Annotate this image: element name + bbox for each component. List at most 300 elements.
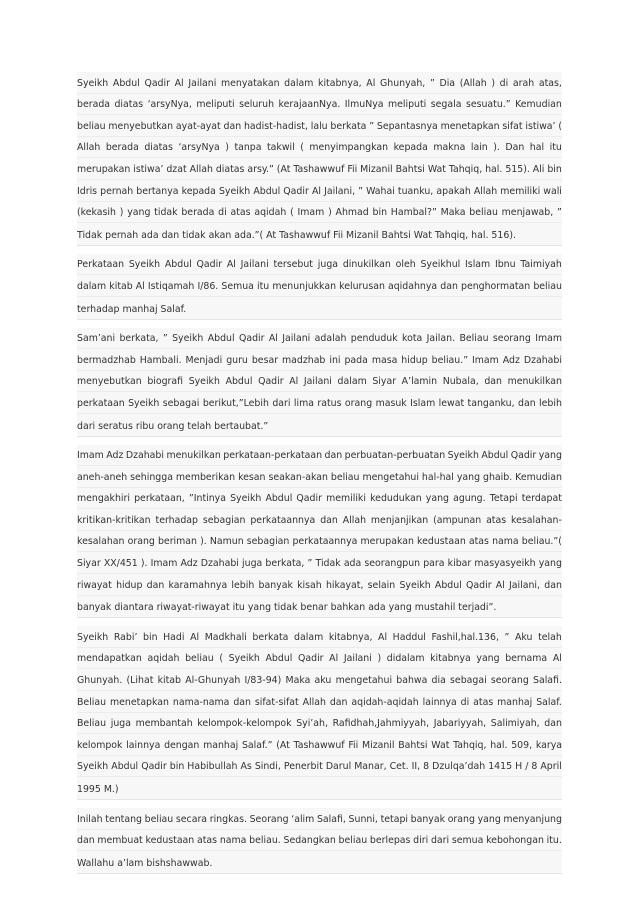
word: Tahqiq, [453, 739, 487, 751]
word: Bahtsi [395, 163, 425, 175]
word: Syeikh [188, 376, 220, 388]
word: ). [140, 558, 148, 570]
word: Al [495, 579, 505, 591]
word: beliau [144, 813, 174, 825]
word: Abdul [225, 376, 253, 388]
word: kesan [238, 471, 266, 483]
word: Abdul [481, 450, 509, 462]
word: karamahnya [168, 579, 228, 591]
word: arah [512, 77, 535, 89]
text-line [77, 94, 562, 116]
word: atas [473, 696, 494, 708]
word: Al [289, 376, 299, 388]
word: takwil [267, 142, 295, 154]
word: dan [324, 450, 343, 462]
word: menyanjung [503, 813, 562, 825]
word: Kemudian [515, 471, 562, 483]
word: Qadir [141, 761, 167, 773]
word: bertanya [136, 185, 179, 197]
word: Mizanil [362, 739, 395, 751]
word: memiliki [500, 185, 541, 197]
word: Sindi, [254, 761, 281, 773]
word: Syeikh [172, 333, 204, 345]
word: Syi’ah, [296, 718, 328, 730]
word: Allah [342, 514, 367, 526]
paragraph [77, 626, 562, 800]
word: Al [329, 653, 339, 665]
word: dan [329, 696, 348, 708]
word: kibar [447, 558, 472, 570]
text-line [77, 531, 562, 553]
word: Qadir [298, 653, 324, 665]
word: Dzulqa’dah [432, 761, 486, 773]
word: ” [162, 333, 168, 345]
word: perkataan-perkataan [223, 450, 323, 462]
word: (Allah [459, 77, 487, 89]
word: menukilkan [507, 376, 562, 388]
word: / [525, 761, 529, 773]
word: menjanjikan [370, 514, 429, 526]
word: bermadzhab [77, 354, 136, 366]
word: madzhab [282, 354, 326, 366]
word: membuat [97, 835, 143, 847]
word: itu. [546, 835, 562, 847]
word: nama [492, 536, 519, 548]
word: bin [169, 761, 185, 773]
word: masa [371, 354, 398, 366]
word: Al [174, 77, 184, 89]
word: Islam [465, 259, 491, 271]
word: Imam [535, 333, 562, 345]
text-line [77, 648, 562, 670]
word: berikut,”Lebih [202, 397, 269, 409]
word: IlmuNya [344, 99, 384, 111]
word: ghaib. [483, 471, 513, 483]
word: dan [544, 718, 562, 730]
word: Syeikh [77, 77, 109, 89]
word: bahwa [396, 675, 428, 687]
word: A’lamin [401, 376, 438, 388]
word: juga [317, 259, 339, 271]
text-line [77, 445, 562, 467]
word: Madkhali [204, 631, 247, 643]
word: Sepantasnya [376, 120, 438, 132]
word: Ghunyah. [77, 675, 123, 687]
text-line [77, 713, 562, 735]
word: Fii [347, 163, 358, 175]
word: dan [146, 579, 165, 591]
word: Salafi. [533, 675, 562, 687]
word: Abdul [207, 333, 235, 345]
word: ) [491, 77, 495, 89]
word: Adz [180, 558, 198, 570]
word: hal. [485, 163, 503, 175]
word: Imam [150, 558, 178, 570]
word: Qadir [466, 579, 492, 591]
word: juga [242, 558, 263, 570]
word: kerajaanNya. [278, 99, 341, 111]
word: atas [486, 514, 507, 526]
word: dan [544, 579, 562, 591]
word: dan [320, 514, 338, 526]
word: sebagian [246, 536, 290, 548]
text-line-content: Tidak pernah ada dan tidak akan ada.”( At Tashawwuf Fii Mizanil Bahtsi Wat Tahqiq, hal. 516). [77, 229, 516, 241]
word: berkata, [119, 333, 159, 345]
word: masuk [375, 397, 407, 409]
word: Al [378, 631, 388, 643]
word: meliputi [388, 99, 427, 111]
word: ) [119, 207, 124, 219]
word: manhaj [497, 696, 533, 708]
text-line [77, 115, 562, 137]
word: Rabi’ [113, 631, 138, 643]
word: Sunni, [348, 813, 378, 825]
word: Syeikh [128, 397, 160, 409]
word: ( [300, 142, 304, 154]
word: sebagai [162, 397, 200, 409]
word: Al [366, 77, 376, 89]
word: Syeikh [230, 493, 262, 505]
text-line [77, 851, 562, 873]
word: mengetahui [335, 675, 393, 687]
word: ‘alim [291, 813, 315, 825]
word: Siyar [77, 558, 101, 570]
word: kesalahan [77, 536, 125, 548]
text-line [77, 808, 562, 830]
word: Adz [502, 354, 520, 366]
word: berkata [330, 120, 367, 132]
word: makna [433, 142, 466, 154]
word: Jailani, [509, 579, 541, 591]
word: menetapkan [110, 696, 169, 708]
word: sifat [502, 120, 523, 132]
word: Abdul [164, 259, 192, 271]
word: lainnya [422, 696, 457, 708]
word: kedudukan [370, 493, 422, 505]
word: nama-nama [172, 696, 230, 708]
word: memberikan [175, 471, 236, 483]
word: menunjukkan [272, 280, 337, 292]
word: pernah [100, 185, 134, 197]
word: tetapi [380, 813, 408, 825]
word: Siyar [372, 376, 397, 388]
text-line-content: banyak diantara riwayat-riwayat itu yang tidak benar bahkan ada yang mustahil terjadi”. [77, 602, 497, 614]
word: Syeikh [228, 653, 260, 665]
word: itu [549, 142, 562, 154]
word: Sam’ani [77, 333, 116, 345]
word: bernama [505, 653, 548, 665]
word: berada [77, 99, 111, 111]
word: lain [470, 142, 488, 154]
document-body [77, 72, 562, 882]
word: aqidah-aqidah [351, 696, 419, 708]
word: As [240, 761, 252, 773]
word: berada [181, 207, 215, 219]
word: Jailani [240, 259, 269, 271]
word: yang [425, 493, 449, 505]
word: Inilah [77, 813, 103, 825]
word: ( [219, 653, 223, 665]
word: Qadir [144, 77, 170, 89]
word: ”Intinya [188, 493, 226, 505]
word: kitab [157, 675, 181, 687]
word: perkataan, [134, 493, 185, 505]
word: diatas [114, 99, 144, 111]
word: dengan [164, 739, 200, 751]
word: yang [456, 471, 481, 483]
word: Dan [505, 142, 525, 154]
word: Taimiyah [520, 259, 562, 271]
word: Sedangkan [283, 835, 336, 847]
word: Dia [439, 77, 456, 89]
text-line [77, 158, 562, 180]
word: ” [369, 120, 375, 132]
word: hikayat, [325, 579, 364, 591]
text-line [77, 371, 562, 393]
word: ini [329, 354, 341, 366]
word: kepada [181, 185, 216, 197]
word: ” [557, 207, 562, 219]
word: lima [293, 397, 314, 409]
word: ‘arsyNya [178, 142, 220, 154]
word: Allah [473, 185, 498, 197]
word: ayat-ayat [175, 120, 221, 132]
word: Syeikhul [420, 259, 461, 271]
word: kesalahan- [511, 514, 562, 526]
word: mengetahui [362, 471, 419, 483]
word: diri [413, 835, 429, 847]
word: Salaf. [536, 696, 562, 708]
word: aqidah [254, 207, 287, 219]
word: Beliau [77, 718, 107, 730]
word: ( [290, 207, 294, 219]
word: ‘arsyNya, [147, 99, 192, 111]
word: atas, [538, 77, 562, 89]
word: Istiqamah [147, 280, 195, 292]
word: (At [276, 163, 291, 175]
word: hidup [401, 354, 428, 366]
text-line [77, 275, 562, 297]
word: menyatakan [221, 77, 280, 89]
word: Fii [348, 739, 359, 751]
text-line [77, 223, 562, 245]
word: semua [451, 835, 484, 847]
word: dinukilkan [342, 259, 391, 271]
word: bin [372, 207, 388, 219]
word: di [218, 207, 227, 219]
word: masyasyeikh [474, 558, 536, 570]
word: dalam [294, 631, 324, 643]
word: arsy.” [247, 163, 274, 175]
word: aneh-aneh [77, 471, 128, 483]
word: ringkas. [209, 813, 247, 825]
word: beliau [469, 207, 498, 219]
paragraph [77, 72, 562, 246]
word: beliau [338, 835, 368, 847]
word: Wat [431, 739, 450, 751]
word: Jailani, [324, 185, 356, 197]
word: yang [538, 558, 562, 570]
word: Islam [410, 397, 436, 409]
word: menyimpangkan [309, 142, 389, 154]
word: banyak [410, 813, 446, 825]
word: lebih [231, 579, 255, 591]
word: orang [344, 397, 373, 409]
text-line [77, 254, 562, 276]
word: dan [484, 376, 502, 388]
word: lalu [310, 120, 328, 132]
word: yang [538, 450, 562, 462]
word: Rafidhah,Jahmiyyah, [332, 718, 430, 730]
text-line [77, 180, 562, 202]
word: membantah [135, 718, 193, 730]
word: Abdul [112, 77, 140, 89]
word: tidak [154, 207, 178, 219]
word: menukilkan [166, 450, 221, 462]
word: XX/451 [103, 558, 138, 570]
word: kitabnya, [318, 77, 362, 89]
word: Abdul [265, 653, 293, 665]
text-line-content: Wallahu a’lam bishshawwab. [77, 857, 213, 869]
text-line [77, 830, 562, 852]
word: 1415 [488, 761, 513, 773]
word: Qadir [258, 376, 284, 388]
word: Jailani [282, 333, 311, 345]
word: Al [135, 280, 145, 292]
word: ratus [317, 397, 342, 409]
word: Salaf.” [241, 739, 273, 751]
word: Jailani [343, 653, 372, 665]
word: nama [219, 835, 247, 847]
word: Jailani [303, 376, 332, 388]
word: dan [77, 835, 95, 847]
word: Dzahabi [200, 558, 239, 570]
word: Tashawwuf [293, 163, 345, 175]
word: Wat [427, 163, 446, 175]
word: 8 [531, 761, 538, 773]
word: atas [197, 835, 218, 847]
word: Hambali. [139, 354, 182, 366]
word: biografi [147, 376, 184, 388]
word: Bahtsi [398, 739, 428, 751]
word: menyebutkan [108, 120, 174, 132]
word: Salimiyah, [490, 718, 540, 730]
paragraph [77, 445, 562, 619]
word: Jabariyyah, [433, 718, 487, 730]
text-line-content: 1995 M.) [77, 784, 119, 795]
text-line [77, 488, 562, 510]
word: Qadir [510, 450, 537, 462]
word: ). [200, 536, 207, 548]
word: yang [127, 207, 151, 219]
word: Nubala, [442, 376, 479, 388]
word: ” [358, 185, 364, 197]
word: dan [223, 120, 242, 132]
word: kitabnya, [328, 631, 373, 643]
word: Allah [302, 696, 326, 708]
word: Ahmad [335, 207, 369, 219]
word: orang [127, 536, 155, 548]
word: Seorang [249, 813, 289, 825]
word: memiliki [326, 493, 366, 505]
word: Abdul [111, 761, 139, 773]
word: lainnya [126, 739, 161, 751]
text-line [77, 626, 562, 648]
word: Abdul [253, 185, 281, 197]
word: perkataan [77, 397, 125, 409]
word: tanganku, [467, 397, 515, 409]
word: Imam [472, 354, 499, 366]
word: Dzahabi [125, 450, 164, 462]
text-line [77, 509, 562, 531]
word: hal [529, 142, 545, 154]
word: besar [251, 354, 279, 366]
word: ada [343, 558, 362, 570]
word: Al [311, 185, 321, 197]
word: tanpa [234, 142, 262, 154]
word: terhadap [155, 514, 198, 526]
word: Tetapi [489, 493, 518, 505]
text-line [77, 392, 562, 414]
word: Ibnu [494, 259, 516, 271]
word: Syeikh [447, 450, 479, 462]
word: kitab [109, 280, 133, 292]
word: apakah [436, 185, 471, 197]
word: tentang [105, 813, 142, 825]
word: terdapat [521, 493, 562, 505]
word: seorang [490, 675, 529, 687]
word: (At [276, 739, 290, 751]
word: merupakan [77, 163, 131, 175]
word: dari [430, 835, 450, 847]
word: karya [535, 739, 562, 751]
text-line-content: dari seratus ribu orang telah bertaubat.” [77, 420, 269, 432]
text-line [77, 756, 562, 778]
word: dia [431, 675, 446, 687]
word: istiwa’ [525, 120, 556, 132]
word: dan [440, 280, 458, 292]
word: (kekasih [77, 207, 116, 219]
word: itu [257, 280, 270, 292]
word: aqidah [147, 653, 180, 665]
word: Beliau [459, 333, 489, 345]
word: Hambal?” [390, 207, 437, 219]
word: tuanku, [397, 185, 434, 197]
word: Qadir [283, 185, 309, 197]
word: Qadir [196, 259, 223, 271]
word: berkata [252, 631, 289, 643]
word: Tidak [315, 558, 341, 570]
text-line [77, 466, 562, 488]
word: Darul [325, 761, 352, 773]
text-line [77, 552, 562, 574]
word: Al [226, 259, 236, 271]
word: diatas [144, 142, 173, 154]
word: mengakhiri [77, 493, 130, 505]
word: Imam [77, 450, 104, 462]
word: Maka [285, 675, 311, 687]
word: hal-hal [421, 471, 454, 483]
text-line [77, 596, 562, 618]
word: Penerbit [283, 761, 323, 773]
word: April [540, 761, 562, 773]
word: beliau.”( [521, 536, 562, 548]
word: Al-Ghunyah [185, 675, 241, 687]
word: I/86. [197, 280, 219, 292]
word: (Lihat [126, 675, 154, 687]
word: lebih [539, 397, 562, 409]
word: dan [233, 696, 251, 708]
